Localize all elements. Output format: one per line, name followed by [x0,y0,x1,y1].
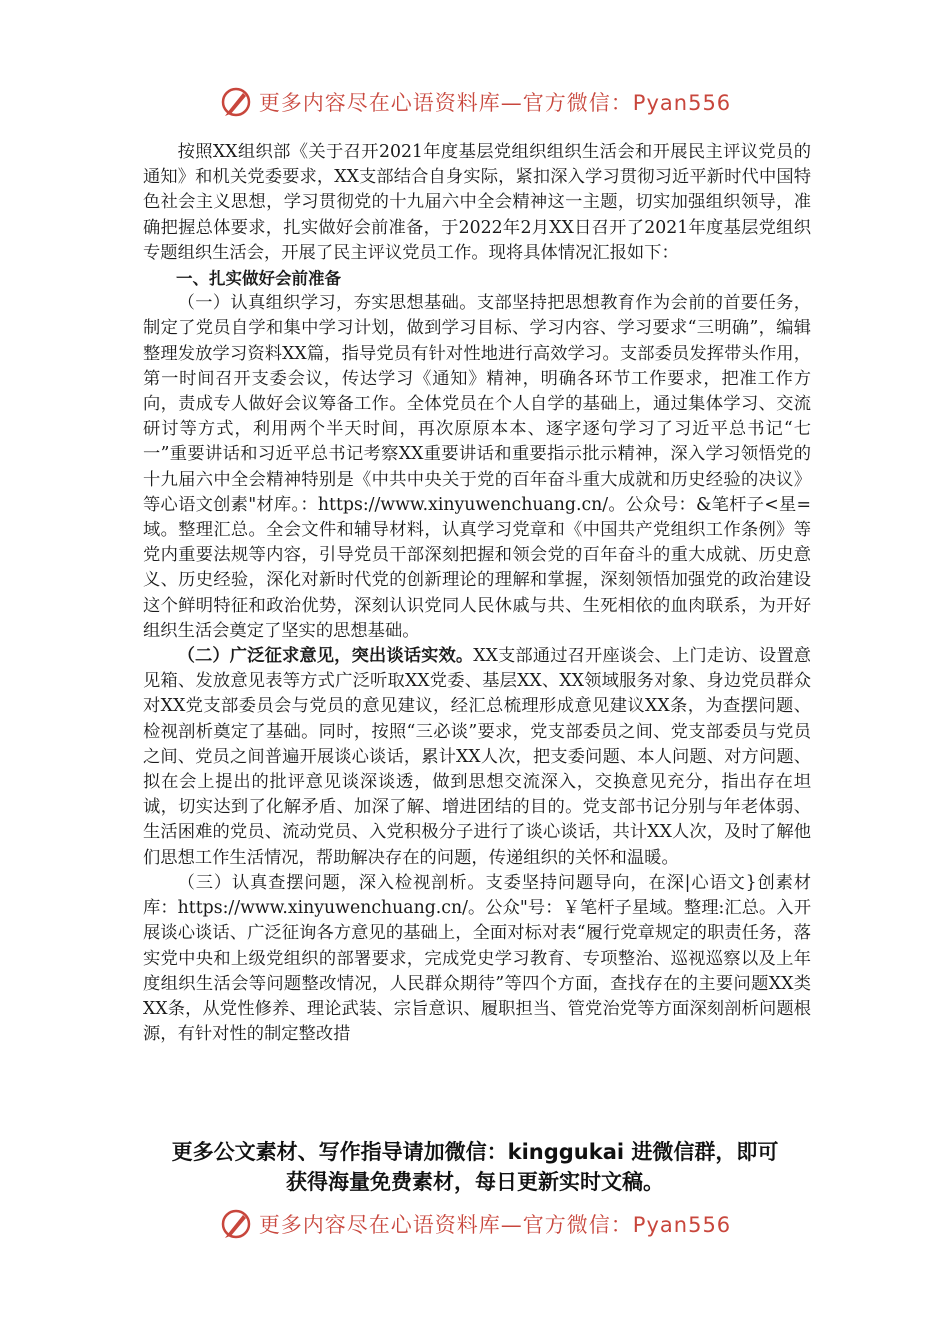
watermark-text-footer: 更多内容尽在心语资料库—官方微信：Pyan556 [258,1213,732,1237]
paragraph-problems: （三）认真查摆问题，深入检视剖析。支委坚持问题导向，在深|心语文}创素材库：https://www.xinyuwenchuang.cn/。公众"号：￥笔杆子星域。整理:汇总。入开展谈心谈话、广泛征询各方意见的基础上，全面对标对表“履行党章规定的职责任务，落实党中央和上级党组织的部署要求，完成党史学习教育、专项整治、巡视巡察以及上年度组织生活会等问题整改情况，人民群众期待”等四个方面，查找存在的主要问题XX类XX条，从党性修养、理论武装、宗旨意识、履职担当、管党治党等方面深刻剖析问题根源，有针对性的制定整改措 [143,872,811,1045]
promo-line-2: 获得海量免费素材，每日更新实时文稿。 [286,1170,664,1194]
paragraph-study: （一）认真组织学习，夯实思想基础。支部坚持把思想教育作为会前的首要任务，制定了党员自学和集中学习计划，做到学习目标、学习内容、学习要求“三明确”，编辑整理发放学习资料XX篇，指导党员有针对性地进行高效学习。支部委员发挥带头作用，第一时间召开支委会议，传达学习《通知》精神，明确各环节工作要求，把准工作方向，责成专人做好会议筹备工作。全体党员在个人自学的基础上，通过集体学习、交流研讨等方式，利用两个半天时间，再次原原本本、逐字逐句学习了习近平总书记“七一”重要讲话和习近平总书记考察XX重要讲话和重要指示批示精神，深入学习领悟党的十九届六中全会精神特别是《中共中央关于党的百年奋斗重大成就和历史经验的决议》等心语文创素"材库。：https://www.xinyuwenchuang.cn/。公众号：&笔杆子<星=域。整理汇总。全会文件和辅导材料，认真学习党章和《中国共产党组织工作条例》等党内重要法规等内容，引导党员干部深刻把握和领会党的百年奋斗的重大成就、历史意义、历史经验，深化对新时代党的创新理论的理解和掌握，深刻领悟加强党的政治建设这个鲜明特征和政治优势，深刻认识党同人民休戚与共、生死相依的血肉联系，为开好组织生活会奠定了坚实的思想基础。 [143,293,811,641]
watermark-text: 更多内容尽在心语资料库—官方微信：Pyan556 [258,91,732,115]
paragraph-opinions [143,644,811,871]
paragraph-opinions-body: XX支部通过召开座谈会、上门走访、设置意见箱、发放意见表等方式广泛听取XX党委、基层XX、XX领域服务对象、身边党员群众对XX党支部委员会与党员的意见建议，经汇总梳理形成意见建议XX条，为查摆问题、检视剖析奠定了基础。同时，按照“三必谈”要求，党支部委员之间、党支部委员与党员之间、党员之间普遍开展谈心谈话，累计XX人次，把支委问题、本人问题、对方问题、拟在会上提出的批评意见谈深谈透，做到思想交流深入，交换意见充分，指出存在坦诚，切实达到了化解矛盾、加深了解、增进团结的目的。党支部书记分别与年老体弱、生活困难的党员、流动党员、入党积极分子进行了谈心谈话，共计XX人次，及时了解他们思想工作生活情况，帮助解决存在的问题，传递组织的关怀和温暖。 [143,646,811,868]
section-heading: 一、扎实做好会前准备 [176,269,341,289]
watermark-footer [0,1200,950,1248]
watermark-header [0,78,950,126]
promo-banner [120,1137,830,1197]
pen-logo-icon [219,1207,253,1241]
pen-logo-icon [219,85,253,119]
paragraph-opinions-title: （二）广泛征求意见，突出谈话实效。 [177,646,474,667]
document-body [143,140,811,1045]
intro-paragraph: 按照XX组织部《关于召开2021年度基层党组织组织生活会和开展民主评议党员的通知》和机关党委要求，XX支部结合自身实际，紧扣深入学习贯彻习近平新时代中国特色社会主义思想，学习贯彻党的十九届六中全会精神这一主题，切实加强组织领导，准确把握总体要求，扎实做好会前准备，于2022年2月XX日召开了2021年度基层党组织专题组织生活会，开展了民主评议党员工作。现将具体情况汇报如下： [143,142,811,263]
promo-line-1: 更多公文素材、写作指导请加微信：kinggukai 进微信群，即可 [171,1140,779,1164]
